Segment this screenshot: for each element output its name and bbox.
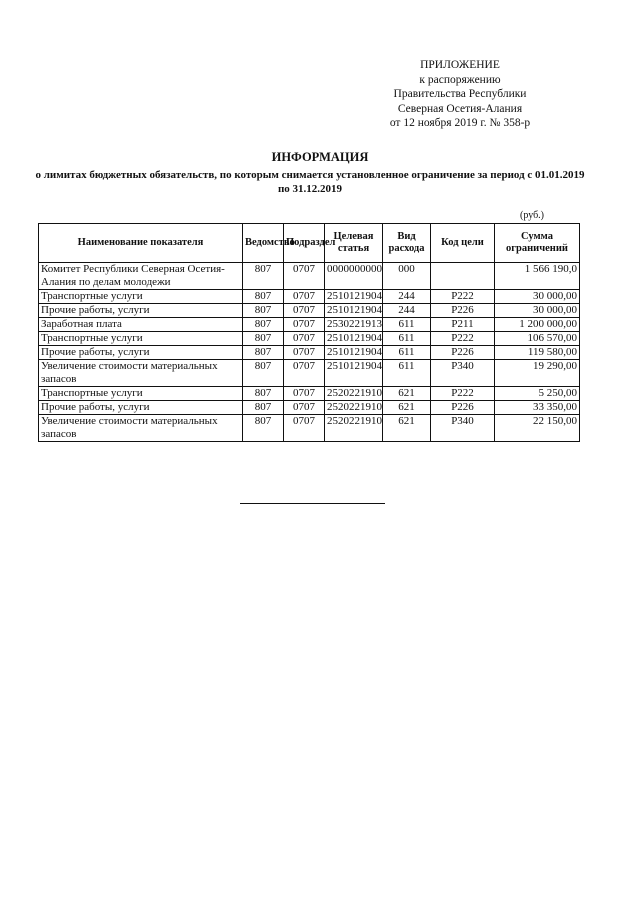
cell-goal-code: [431, 263, 495, 290]
cell-expense-type: 621: [383, 387, 431, 401]
cell-goal-code: Р226: [431, 346, 495, 360]
cell-name: Прочие работы, услуги: [39, 401, 243, 415]
cell-dept: 807: [243, 332, 284, 346]
cell-goal-code: Р226: [431, 401, 495, 415]
cell-subsection: 0707: [284, 360, 325, 387]
header-amount: Сумма ограничений: [495, 224, 580, 263]
cell-target: 2520221910: [325, 415, 383, 442]
cell-subsection: 0707: [284, 415, 325, 442]
cell-amount: 30 000,00: [495, 290, 580, 304]
cell-dept: 807: [243, 415, 284, 442]
header-dept: Ведомство: [243, 224, 284, 263]
header-expense-type: Вид расхода: [383, 224, 431, 263]
cell-name: Транспортные услуги: [39, 290, 243, 304]
document-subtitle: о лимитах бюджетных обязательств, по которым снимается установленное ограничение за период с 01.01.2019 по 31.12.2019: [35, 169, 585, 195]
document-title: ИНФОРМАЦИЯ: [271, 150, 369, 164]
cell-dept: 807: [243, 387, 284, 401]
cell-expense-type: 611: [383, 360, 431, 387]
cell-name: Прочие работы, услуги: [39, 346, 243, 360]
cell-dept: 807: [243, 401, 284, 415]
cell-target: 2520221910: [325, 401, 383, 415]
cell-subsection: 0707: [284, 318, 325, 332]
cell-target: 2530221913: [325, 318, 383, 332]
table-row: [39, 290, 580, 304]
table-row: [39, 263, 580, 290]
cell-amount: 5 250,00: [495, 387, 580, 401]
cell-target: 2510121904: [325, 360, 383, 387]
cell-expense-type: 244: [383, 304, 431, 318]
appendix-line: к распоряжению: [419, 73, 501, 86]
appendix-line: Северная Осетия-Алания: [397, 102, 523, 115]
table-row: [39, 318, 580, 332]
cell-subsection: 0707: [284, 387, 325, 401]
cell-name: Заработная плата: [39, 318, 243, 332]
cell-amount: 1 566 190,0: [495, 263, 580, 290]
cell-goal-code: Р226: [431, 304, 495, 318]
cell-subsection: 0707: [284, 332, 325, 346]
header-name: Наименование показателя: [39, 224, 243, 263]
cell-target: 2510121904: [325, 332, 383, 346]
cell-name: Транспортные услуги: [39, 332, 243, 346]
cell-target: 2510121904: [325, 304, 383, 318]
cell-subsection: 0707: [284, 401, 325, 415]
closing-rule: [240, 503, 385, 504]
appendix-block: [360, 58, 560, 131]
cell-name: Комитет Республики Северная Осетия-Алания по делам молодежи: [39, 263, 243, 290]
cell-expense-type: 244: [383, 290, 431, 304]
table-row: [39, 346, 580, 360]
cell-target: 2520221910: [325, 387, 383, 401]
table-row: [39, 415, 580, 442]
cell-goal-code: Р211: [431, 318, 495, 332]
cell-name: Прочие работы, услуги: [39, 304, 243, 318]
cell-amount: 19 290,00: [495, 360, 580, 387]
cell-dept: 807: [243, 360, 284, 387]
cell-name: Увеличение стоимости материальных запасов: [39, 360, 243, 387]
cell-amount: 1 200 000,00: [495, 318, 580, 332]
limits-table: [38, 223, 580, 442]
header-goal-code: Код цели: [431, 224, 495, 263]
cell-amount: 33 350,00: [495, 401, 580, 415]
cell-amount: 106 570,00: [495, 332, 580, 346]
cell-expense-type: 621: [383, 401, 431, 415]
table-row: [39, 387, 580, 401]
cell-name: Транспортные услуги: [39, 387, 243, 401]
cell-goal-code: Р340: [431, 415, 495, 442]
cell-goal-code: Р340: [431, 360, 495, 387]
cell-name: Увеличение стоимости материальных запасов: [39, 415, 243, 442]
cell-target: 2510121904: [325, 290, 383, 304]
table-header-row: [39, 224, 580, 263]
table-row: [39, 360, 580, 387]
table-row: [39, 304, 580, 318]
cell-dept: 807: [243, 304, 284, 318]
cell-target: 0000000000: [325, 263, 383, 290]
currency-unit: (руб.): [520, 210, 544, 221]
cell-expense-type: 611: [383, 332, 431, 346]
cell-dept: 807: [243, 318, 284, 332]
cell-subsection: 0707: [284, 290, 325, 304]
cell-expense-type: 621: [383, 415, 431, 442]
appendix-order-date: от 12 ноября 2019 г. № 358-р: [389, 117, 531, 129]
cell-goal-code: Р222: [431, 387, 495, 401]
cell-amount: 30 000,00: [495, 304, 580, 318]
table-row: [39, 401, 580, 415]
cell-subsection: 0707: [284, 263, 325, 290]
cell-goal-code: Р222: [431, 290, 495, 304]
cell-amount: 22 150,00: [495, 415, 580, 442]
cell-expense-type: 611: [383, 346, 431, 360]
cell-expense-type: 611: [383, 318, 431, 332]
cell-dept: 807: [243, 263, 284, 290]
appendix-line: Правительства Республики: [393, 88, 527, 100]
header-target: Целевая статья: [325, 224, 383, 263]
cell-dept: 807: [243, 346, 284, 360]
table-row: [39, 332, 580, 346]
cell-target: 2510121904: [325, 346, 383, 360]
appendix-heading: ПРИЛОЖЕНИЕ: [420, 59, 500, 71]
table-body: [39, 263, 580, 442]
cell-dept: 807: [243, 290, 284, 304]
cell-expense-type: 000: [383, 263, 431, 290]
cell-subsection: 0707: [284, 346, 325, 360]
header-subsection: Подраздел: [284, 224, 325, 263]
cell-goal-code: Р222: [431, 332, 495, 346]
cell-amount: 119 580,00: [495, 346, 580, 360]
cell-subsection: 0707: [284, 304, 325, 318]
